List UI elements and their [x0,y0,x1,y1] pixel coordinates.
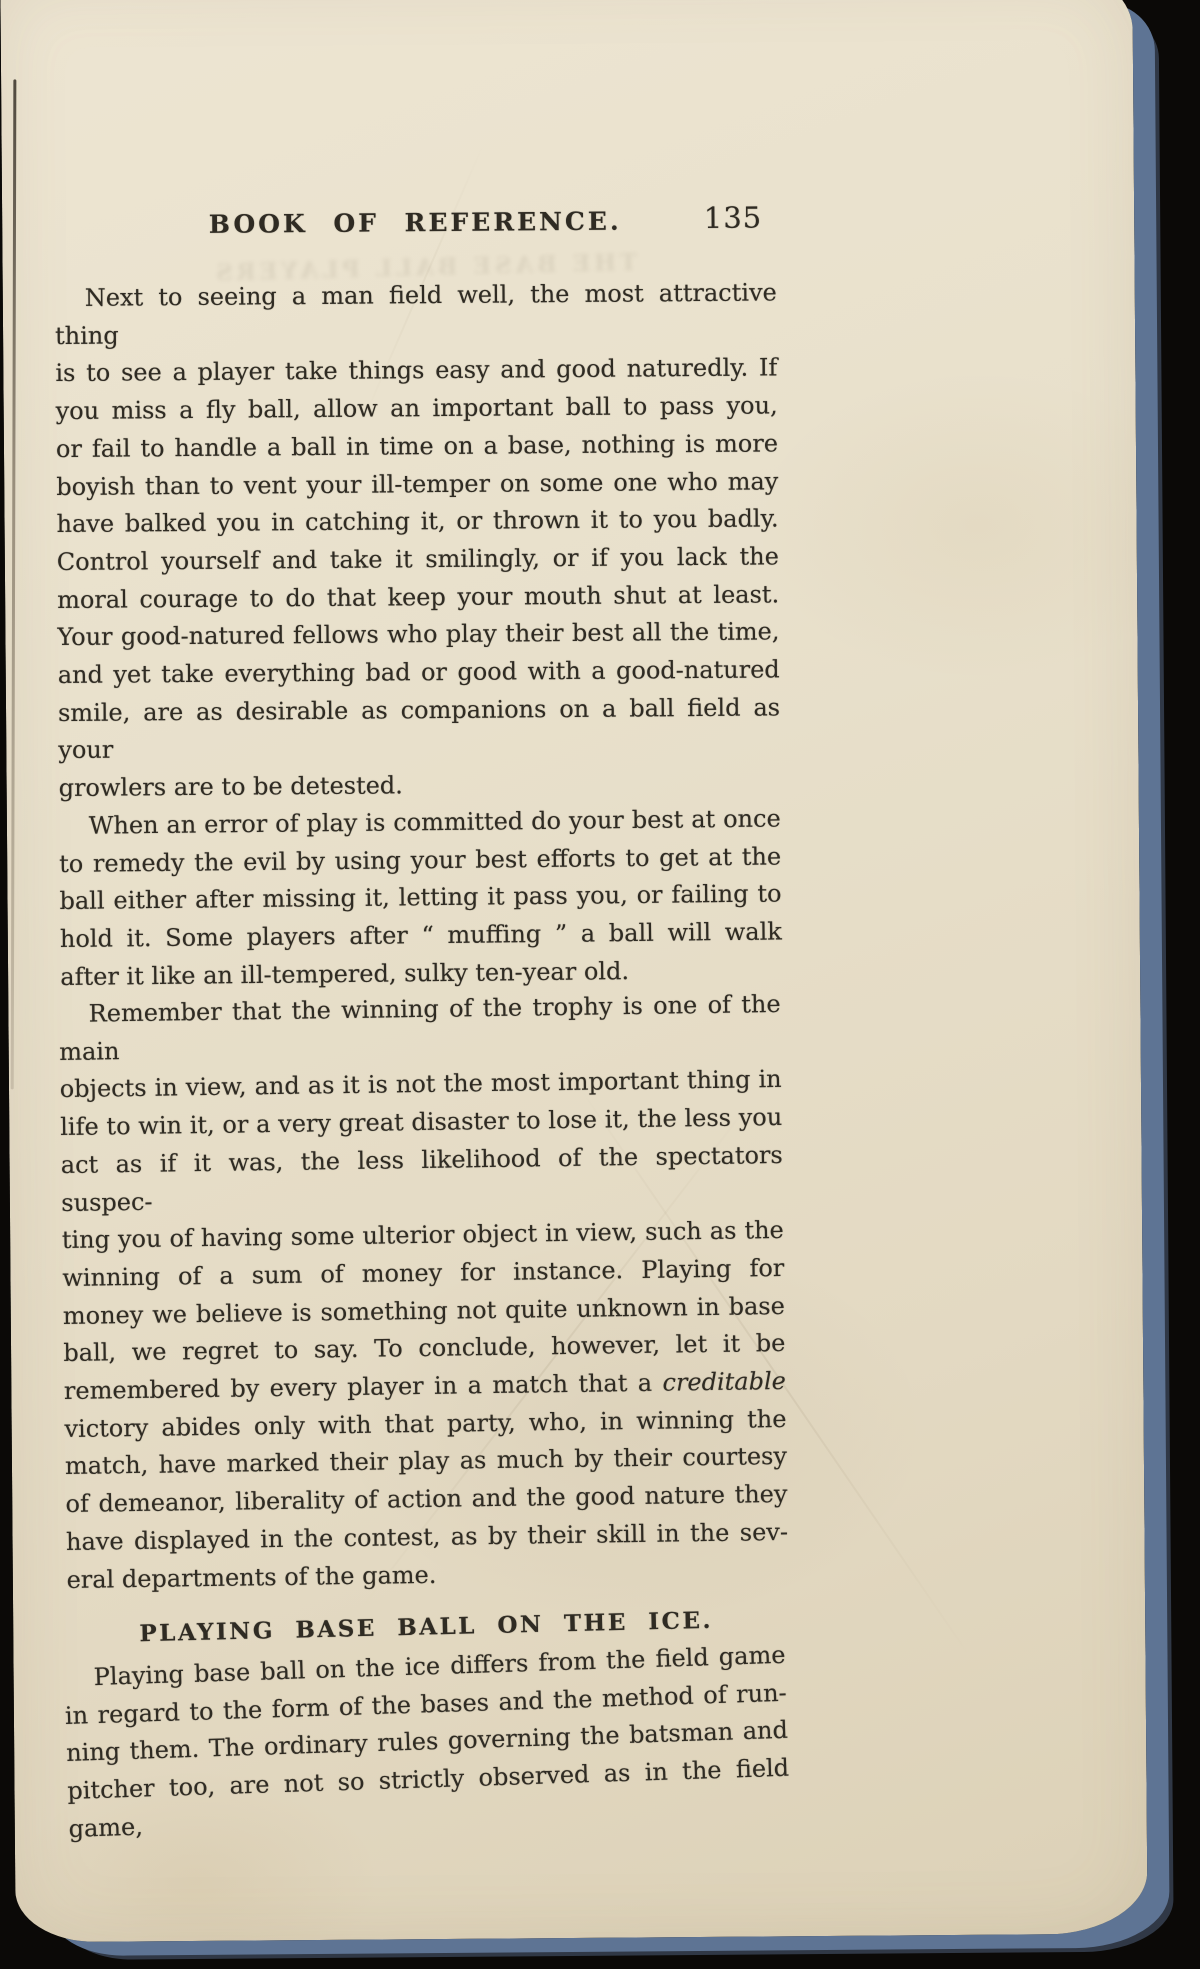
running-header-title: BOOK OF REFERENCE. [208,206,622,239]
text-line: boyish than to vent your ill-temper on some one who may [56,466,779,501]
body-paragraph [58,986,788,1599]
body-paragraph [63,1636,791,1848]
text-line: life to win it, or a very great disaster to lose it, the less you [60,1103,783,1142]
text-line: ning them. The ordinary rules governing the batsman and [65,1715,789,1768]
text-line: ball, we regret to say. To conclude, however, let it be [63,1329,786,1368]
text-line: you miss a fly ball, allow an important ball to pass you, [55,391,778,426]
text-line: ting you of having some ulterior object in view, such as the [61,1216,784,1255]
text-line: have displayed in the contest, as by their skill in the sev- [65,1518,789,1557]
text-line: after it like an ill-tempered, sulky ten-year old. [60,956,630,991]
running-header [54,202,776,244]
text-line: and yet take everything bad or good with a good-natured [57,655,780,690]
text-line: moral courage to do that keep your mouth shut at least. [57,580,780,614]
text-line: have balked you in catching it, or thrown it to you badly. [56,504,779,539]
body-paragraph [55,274,781,807]
text-line: Your good-natured fellows who play their best all the time, [57,617,780,652]
text-line: Control yourself and take it smilingly, or if you lack the [56,542,779,576]
text-line: When an error of play is committed do your best at once [88,804,781,840]
text-line: match, have marked their play as much by their courtesy [64,1442,788,1481]
text-line: eral departments of the game. [66,1560,437,1594]
text-line: money we believe is something not quite unknown in base [62,1291,786,1331]
section-heading: PLAYING BASE BALL ON THE ICE. [139,1606,714,1647]
text-line: hold it. Some players after “ muffing ” a ball will walk [59,917,783,953]
body-paragraph [59,800,783,996]
text-line: Playing base ball on the ice differs from the field game [93,1640,786,1691]
text-line: Remember that the winning of the trophy is one of the main [59,990,781,1067]
page-gutter-crease [11,79,17,1089]
text-line: of demeanor, liberality of action and the good nature they [65,1480,788,1519]
text-line: Next to seeing a man field well, the most attractive thing [54,278,777,350]
text-line: growlers are to be detested. [58,771,403,803]
text-line: victory abides only with that party, who, in winning the [64,1405,787,1444]
page-number: 135 [703,200,763,235]
text-line: or fail to handle a ball in time on a base, nothing is more [55,429,779,463]
text-line: remembered by every player in a match that a creditable [63,1367,787,1406]
text-line: objects in view, and as it is not the most important thing in [59,1065,782,1104]
text-line: to remedy the evil by using your best efforts to get at the [58,842,782,878]
show-through-text: THE BASE BALL PLAYERS [211,248,638,287]
text-line: ball either after missing it, letting it pass you, or failing to [59,879,782,916]
page-content [54,202,789,1848]
text-line: pitcher too, are not so strictly observed as in the field game, [66,1753,790,1843]
text-line: smile, are as desirable as companions on a ball field as your [57,693,781,765]
text-line: act as if it was, the less likelihood of the spectators suspec- [60,1141,783,1217]
text-line: is to see a player take things easy and good naturedly. If [55,353,778,388]
text-line: winning of a sum of money for instance. Playing for [62,1254,785,1293]
text-line: in regard to the form of the bases and the method of run- [64,1678,788,1730]
